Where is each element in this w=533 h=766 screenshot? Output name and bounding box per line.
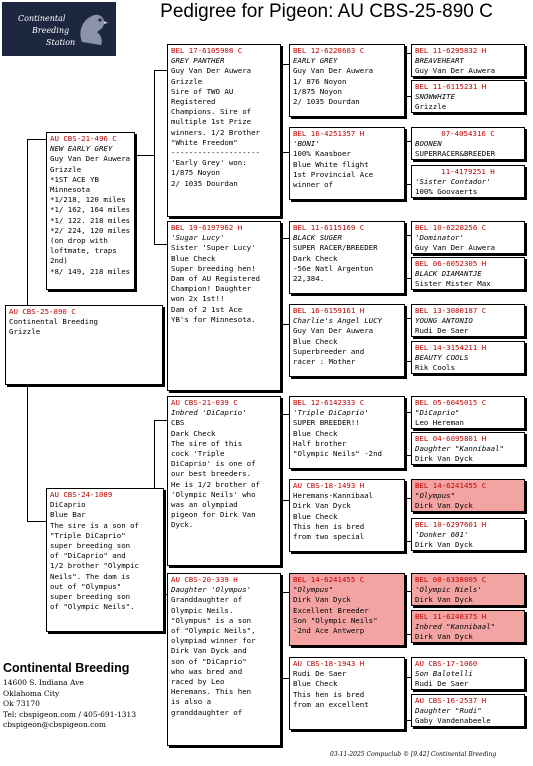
breeder-name: Continental Breeding bbox=[3, 661, 130, 675]
pigeon-card-g4-10[interactable] bbox=[411, 432, 525, 465]
connector-line bbox=[154, 244, 167, 245]
pigeon-card-g4-12[interactable] bbox=[411, 518, 525, 551]
card-line: Grizzle bbox=[50, 164, 82, 174]
ring-number: BEL 11-6240375 H bbox=[415, 612, 487, 621]
card-line: Son "Olympic Neils" bbox=[293, 615, 378, 625]
card-line: Dirk Van Dyck bbox=[293, 501, 351, 511]
card-line: The sire of this bbox=[171, 438, 243, 448]
card-line: is also a bbox=[171, 697, 212, 707]
card-line: 2nd) bbox=[50, 256, 68, 266]
ring-number: AU CBS-18-1943 H bbox=[293, 659, 365, 668]
card-line: Dirk Van Dyck and bbox=[171, 646, 247, 656]
pigeon-name: BLACK DIAMANTJE bbox=[415, 269, 482, 279]
card-line: This hen is bred bbox=[293, 521, 365, 531]
ring-number: BEL 08-6338005 C bbox=[415, 575, 487, 584]
pigeon-name: 'Donker 601' bbox=[415, 530, 469, 540]
pigeon-name: SNOWWHITE bbox=[415, 92, 456, 102]
ring-number: BEL 05-6045015 C bbox=[415, 398, 487, 407]
card-line: Guy Van Der Auwera bbox=[293, 326, 374, 336]
card-line: Champions. Sire of bbox=[171, 107, 252, 117]
contact-block bbox=[3, 660, 173, 731]
card-line: *1/ 162, 164 miles bbox=[50, 205, 131, 215]
card-line: Dark Check bbox=[171, 428, 216, 438]
card-line: 'Olympic Neils' who bbox=[171, 489, 256, 499]
card-line: from two special bbox=[293, 532, 365, 542]
connector-line bbox=[280, 678, 289, 679]
pigeon-card-g4-6[interactable] bbox=[411, 257, 525, 290]
ring-number: 07-4054316 C bbox=[441, 129, 495, 138]
city-line: Oklahoma City bbox=[3, 688, 60, 698]
logo-line-3: Station bbox=[46, 38, 76, 47]
card-line: Sister 'Super Lucy' bbox=[171, 243, 256, 253]
print-stamp: 03-11-2025 Compuclub © [9.42] Continental Breeding bbox=[330, 751, 497, 758]
card-line: 1/2 brother "Olympic bbox=[50, 561, 139, 571]
pigeon-card-grandsire-paternal[interactable] bbox=[167, 44, 281, 217]
card-line: Dirk Van Dyck bbox=[415, 501, 473, 511]
logo-line-2: Breeding bbox=[32, 26, 70, 35]
pigeon-card-grandsire-maternal[interactable] bbox=[167, 396, 281, 566]
card-line: Guy Van Der Auwera bbox=[50, 154, 131, 164]
card-line: pigeon for Dirk Van bbox=[171, 510, 256, 520]
pigeon-card-g4-1[interactable] bbox=[411, 44, 525, 77]
pigeon-card-g4-16[interactable] bbox=[411, 694, 525, 727]
card-line: This hen is bred bbox=[293, 689, 365, 699]
card-line: Blue Check bbox=[171, 253, 216, 263]
telephone-line[interactable]: Tel: cbspigeon.com / 405-691-1313 bbox=[3, 709, 137, 719]
ring-number: AU CBS-21-039 C bbox=[171, 398, 238, 407]
ring-number: BEL 12-6228603 C bbox=[293, 46, 365, 55]
pigeon-name: 'Triple DiCaprio' bbox=[293, 408, 369, 418]
card-line: 1/875 Noyon bbox=[293, 86, 342, 96]
card-line: *8/ 149, 218 miles bbox=[50, 266, 131, 276]
connector-line bbox=[280, 152, 289, 153]
pigeon-name: Daughter "Rudi" bbox=[415, 706, 482, 716]
card-line: of "Olympic Neils", bbox=[171, 626, 256, 636]
connector-line bbox=[27, 384, 28, 521]
connector-line bbox=[27, 521, 47, 522]
card-line: winner of bbox=[293, 180, 334, 190]
connector-line bbox=[134, 155, 155, 156]
pigeon-card-g4-3[interactable] bbox=[411, 127, 525, 160]
pigeon-name: Inbred "Kannibaal" bbox=[415, 622, 496, 632]
address-line: 14600 S. Indiana Ave bbox=[3, 678, 84, 687]
ring-number: BEL 16-6159161 H bbox=[293, 306, 365, 315]
email-line[interactable]: cbspigeon@cbspigeon.com bbox=[3, 720, 106, 729]
card-line: Dyck. bbox=[171, 520, 194, 530]
card-line: Olympic Neils. bbox=[171, 605, 234, 615]
card-line: Rudi De Saer bbox=[415, 326, 469, 336]
pigeon-logo-icon bbox=[72, 8, 110, 48]
card-line: Blue Check bbox=[293, 336, 338, 346]
pigeon-card-g3-6[interactable] bbox=[289, 479, 405, 552]
pigeon-card-g4-4[interactable] bbox=[411, 165, 525, 198]
card-line: Grizzle bbox=[9, 327, 41, 337]
pigeon-card-g4-13[interactable] bbox=[411, 573, 525, 606]
card-line: super breeding son bbox=[50, 592, 131, 602]
pigeon-name: Daughter "Kannibaal" bbox=[415, 444, 504, 454]
pigeon-card-g3-2[interactable] bbox=[289, 127, 405, 200]
card-line: Blue Check bbox=[293, 428, 338, 438]
card-line: who was bred and bbox=[171, 666, 243, 676]
pigeon-name: 'Sugar Lucy' bbox=[171, 233, 225, 243]
pigeon-card-g4-2[interactable] bbox=[411, 80, 525, 113]
pigeon-card-g3-4[interactable] bbox=[289, 304, 405, 377]
pigeon-name: 'Sister Contador' bbox=[415, 177, 491, 187]
card-line: Registered bbox=[171, 97, 216, 107]
connector-line bbox=[280, 324, 289, 325]
card-line: 100% Kaasboer bbox=[293, 149, 351, 159]
card-line: Grizzle bbox=[171, 76, 203, 86]
card-line: *1ST ACE YB bbox=[50, 174, 99, 184]
pigeon-card-dam[interactable] bbox=[46, 488, 164, 632]
ring-number: BEL 06-6052305 H bbox=[415, 259, 487, 268]
ring-number: 11-4179251 H bbox=[441, 167, 495, 176]
pigeon-name: Daughter 'Olympus' bbox=[171, 585, 252, 595]
card-line: Rudi De Saer bbox=[415, 679, 469, 689]
card-line: The sire is a son of bbox=[50, 520, 139, 530]
card-line: Neils". The dam is bbox=[50, 571, 131, 581]
card-line: Dark Check bbox=[293, 253, 338, 263]
card-line: raced by Leo bbox=[171, 677, 225, 687]
card-line: from an excellent bbox=[293, 699, 369, 709]
card-line: CBS bbox=[171, 418, 185, 428]
card-line: Heremans. This hen bbox=[171, 687, 252, 697]
pigeon-card-g4-9[interactable] bbox=[411, 396, 525, 429]
pigeon-name: BEAUTY COOLS bbox=[415, 353, 469, 363]
card-line: Superbreeder and bbox=[293, 346, 365, 356]
connector-line bbox=[154, 70, 155, 244]
ring-number: BEL 19-6197962 H bbox=[171, 223, 243, 232]
card-line: of "DiCaprio" and bbox=[50, 551, 126, 561]
ring-number: BEL 10-6220256 C bbox=[415, 223, 487, 232]
pigeon-name: "Olympus" bbox=[415, 491, 456, 501]
card-line: multiple 1st Prize bbox=[171, 117, 252, 127]
connector-line bbox=[27, 139, 28, 305]
ring-number: BEL 04-6095801 H bbox=[415, 434, 487, 443]
ring-number: AU CBS-17-1060 bbox=[415, 659, 478, 668]
card-line: racer : Mother bbox=[293, 357, 356, 367]
card-line: "Triple DiCaprio" bbox=[50, 530, 126, 540]
card-line: *1/218, 120 miles bbox=[50, 195, 126, 205]
card-line: Blue White flight bbox=[293, 159, 369, 169]
ring-number: BEL 14-3154211 H bbox=[415, 343, 487, 352]
card-line: Blue Check bbox=[293, 679, 338, 689]
connector-line bbox=[280, 64, 289, 65]
card-line: Excellent Breeder bbox=[293, 605, 369, 615]
pigeon-card-g3-7[interactable] bbox=[289, 573, 405, 646]
pigeon-card-granddam-paternal[interactable] bbox=[167, 221, 281, 391]
card-line: Gaby Vandenabeele bbox=[415, 716, 491, 726]
card-line: Leo Hereman bbox=[415, 418, 464, 428]
card-line: -56e Natl Argenton bbox=[293, 263, 374, 273]
card-line: "White Freedom" bbox=[171, 137, 238, 147]
ring-number: BEL 12-6142333 C bbox=[293, 398, 365, 407]
pigeon-name: BLACK SUGER bbox=[293, 233, 342, 243]
pigeon-card-g4-11[interactable] bbox=[411, 479, 525, 512]
pigeon-card-g3-8[interactable] bbox=[289, 657, 405, 730]
pigeon-card-g3-3[interactable] bbox=[289, 221, 405, 294]
pigeon-name: Charlie's Angel LUCY bbox=[293, 316, 382, 326]
pigeon-card-granddam-maternal[interactable] bbox=[167, 573, 281, 746]
card-line: winners. 1/2 Brother bbox=[171, 127, 260, 137]
card-line: Guy Van Der Auwera bbox=[293, 66, 374, 76]
card-line: of "Olympic Neils". bbox=[50, 602, 135, 612]
pigeon-name: NEW EARLY GREY bbox=[50, 144, 113, 154]
connector-line bbox=[280, 238, 289, 239]
pigeon-card-g4-14[interactable] bbox=[411, 610, 525, 643]
ring-number: BEL 13-3080187 C bbox=[415, 306, 487, 315]
pigeon-card-subject[interactable] bbox=[5, 305, 163, 385]
ring-number: AU CBS-18-1493 H bbox=[293, 481, 365, 490]
connector-line bbox=[280, 592, 289, 593]
card-line: Guy Van Der Auwera bbox=[415, 66, 496, 76]
card-line: Sire of TWO AU bbox=[171, 86, 234, 96]
card-line: -2nd Ace Antwerp bbox=[293, 626, 365, 636]
ring-number: AU CBS-16-2537 H bbox=[415, 696, 487, 705]
ring-number: AU CBS-24-1089 bbox=[50, 490, 113, 499]
card-line: *2/ 224, 120 miles bbox=[50, 225, 131, 235]
logo bbox=[2, 2, 116, 56]
card-line: DiCaprio bbox=[50, 500, 86, 510]
ring-number: AU CBS-20-339 H bbox=[171, 575, 238, 584]
card-line: son of "DiCaprio" bbox=[171, 656, 247, 666]
pigeon-name: BOONEN bbox=[415, 139, 442, 149]
pigeon-name: EARLY GREY bbox=[293, 56, 338, 66]
card-line: 1/875 Noyon bbox=[171, 168, 220, 178]
card-line: Dirk Van Dyck bbox=[415, 632, 473, 642]
card-line: Dirk Van Dyck bbox=[415, 540, 473, 550]
card-line: 1st Provincial Ace bbox=[293, 169, 374, 179]
ring-number: BEL 14-6241455 C bbox=[293, 575, 365, 584]
connector-line bbox=[280, 414, 289, 415]
card-line: Continental Breeding bbox=[9, 317, 98, 327]
page-title: Pedigree for Pigeon: AU CBS-25-890 C bbox=[160, 1, 493, 22]
card-line: Guy Van Der Auwera bbox=[171, 66, 252, 76]
pigeon-name: YOUNG ANTONIO bbox=[415, 316, 473, 326]
pigeon-card-g4-15[interactable] bbox=[411, 657, 525, 690]
card-line: Dam of 2 1st Ace bbox=[171, 304, 243, 314]
connector-line bbox=[27, 139, 47, 140]
ring-number: BEL 11-6115231 H bbox=[415, 82, 487, 91]
card-line: out of "Olympus" bbox=[50, 581, 122, 591]
card-line: 'Early Grey' won: bbox=[171, 158, 247, 168]
card-line: YB's for Minnesota. bbox=[171, 314, 256, 324]
card-line: loftmate, traps bbox=[50, 246, 117, 256]
connector-line bbox=[154, 420, 167, 421]
card-line: our best breeders. bbox=[171, 469, 252, 479]
card-line: Grizzle bbox=[415, 102, 447, 112]
card-line: SUPER RACER/BREEDER bbox=[293, 243, 378, 253]
ring-number: BEL 14-6241455 C bbox=[415, 481, 487, 490]
card-line: cock 'Triple bbox=[171, 449, 225, 459]
card-line: was an olympiad bbox=[171, 500, 238, 510]
pigeon-name: Son Balotelli bbox=[415, 669, 473, 679]
card-line: super breeding son bbox=[50, 541, 131, 551]
ring-number: BEL 16-4251357 H bbox=[293, 129, 365, 138]
card-line: "Olympus" is a son bbox=[171, 615, 252, 625]
pigeon-card-g4-7[interactable] bbox=[411, 304, 525, 337]
pigeon-card-g3-5[interactable] bbox=[289, 396, 405, 469]
card-line: -------------------- bbox=[171, 148, 260, 158]
ring-number: BEL 11-6115169 C bbox=[293, 223, 365, 232]
card-line: SUPER BREEDER!! bbox=[293, 418, 360, 428]
card-line: granddaughter of bbox=[171, 707, 243, 717]
connector-line bbox=[280, 500, 289, 501]
card-line: *1/ 122. 218 miles bbox=[50, 215, 131, 225]
card-line: "Olympic Neils" -2nd bbox=[293, 449, 382, 459]
card-line: Dirk Van Dyck bbox=[415, 454, 473, 464]
card-line: Rudi De Saer bbox=[293, 669, 347, 679]
card-line: Heremans-Kannibaal bbox=[293, 491, 374, 501]
card-line: 2/ 1035 Dourdan bbox=[293, 97, 360, 107]
card-line: Dirk Van Dyck bbox=[415, 595, 473, 605]
pigeon-name: "DiCaprio" bbox=[415, 408, 460, 418]
ring-number: BEL 10-6297601 H bbox=[415, 520, 487, 529]
card-line: 22,384. bbox=[293, 274, 325, 284]
card-line: Super breeding hen! bbox=[171, 263, 256, 273]
card-line: Blue Bar bbox=[50, 510, 86, 520]
state-zip-line: Ok 73170 bbox=[3, 699, 40, 708]
card-line: olympiad winner for bbox=[171, 636, 256, 646]
pigeon-card-g4-8[interactable] bbox=[411, 341, 525, 374]
card-line: Rik Cools bbox=[415, 363, 456, 373]
pigeon-card-sire[interactable] bbox=[46, 132, 135, 290]
ring-number: BEL 11-6295832 H bbox=[415, 46, 487, 55]
card-line: Blue Check bbox=[293, 511, 338, 521]
card-line: Champion! Daughter bbox=[171, 284, 252, 294]
card-line: Dam of AU Registered bbox=[171, 274, 260, 284]
card-line: SUPERRACER&BREEDER bbox=[415, 149, 496, 159]
card-line: won 2x 1st!! bbox=[171, 294, 225, 304]
card-line: Sister Mister Max bbox=[415, 279, 491, 289]
pigeon-card-g4-5[interactable] bbox=[411, 221, 525, 254]
pigeon-name: 'Olympic Niels' bbox=[415, 585, 482, 595]
pigeon-name: GREY PANTHER bbox=[171, 56, 225, 66]
logo-line-1: Continental bbox=[18, 14, 66, 23]
card-line: DiCaprio' is one of bbox=[171, 459, 256, 469]
connector-line bbox=[154, 70, 167, 71]
pigeon-card-g3-1[interactable] bbox=[289, 44, 405, 117]
ring-number: AU CBS-21-496 C bbox=[50, 134, 117, 143]
card-line: Granddaughter of bbox=[171, 595, 243, 605]
pigeon-name: 'BONI' bbox=[293, 139, 320, 149]
card-line: Dirk Van Dyck bbox=[293, 595, 351, 605]
card-line: He is 1/2 brother of bbox=[171, 479, 260, 489]
card-line: 1/ 876 Noyon bbox=[293, 76, 347, 86]
card-line: Minnesota bbox=[50, 185, 91, 195]
pigeon-name: 'Dominator' bbox=[415, 233, 464, 243]
card-line: 100% Goovaerts bbox=[415, 187, 478, 197]
pigeon-name: BREAVEHEART bbox=[415, 56, 464, 66]
ring-number: AU CBS-25-890 C bbox=[9, 307, 76, 316]
card-line: (on drop with bbox=[50, 236, 108, 246]
card-line: Guy Van Der Auwera bbox=[415, 243, 496, 253]
card-line: Half brother bbox=[293, 438, 347, 448]
pigeon-name: "Olympus" bbox=[293, 585, 334, 595]
pigeon-name: Inbred 'DiCaprio' bbox=[171, 408, 247, 418]
card-line: 2/ 1035 Dourdan bbox=[171, 178, 238, 188]
ring-number: BEL 17-6105908 C bbox=[171, 46, 243, 55]
